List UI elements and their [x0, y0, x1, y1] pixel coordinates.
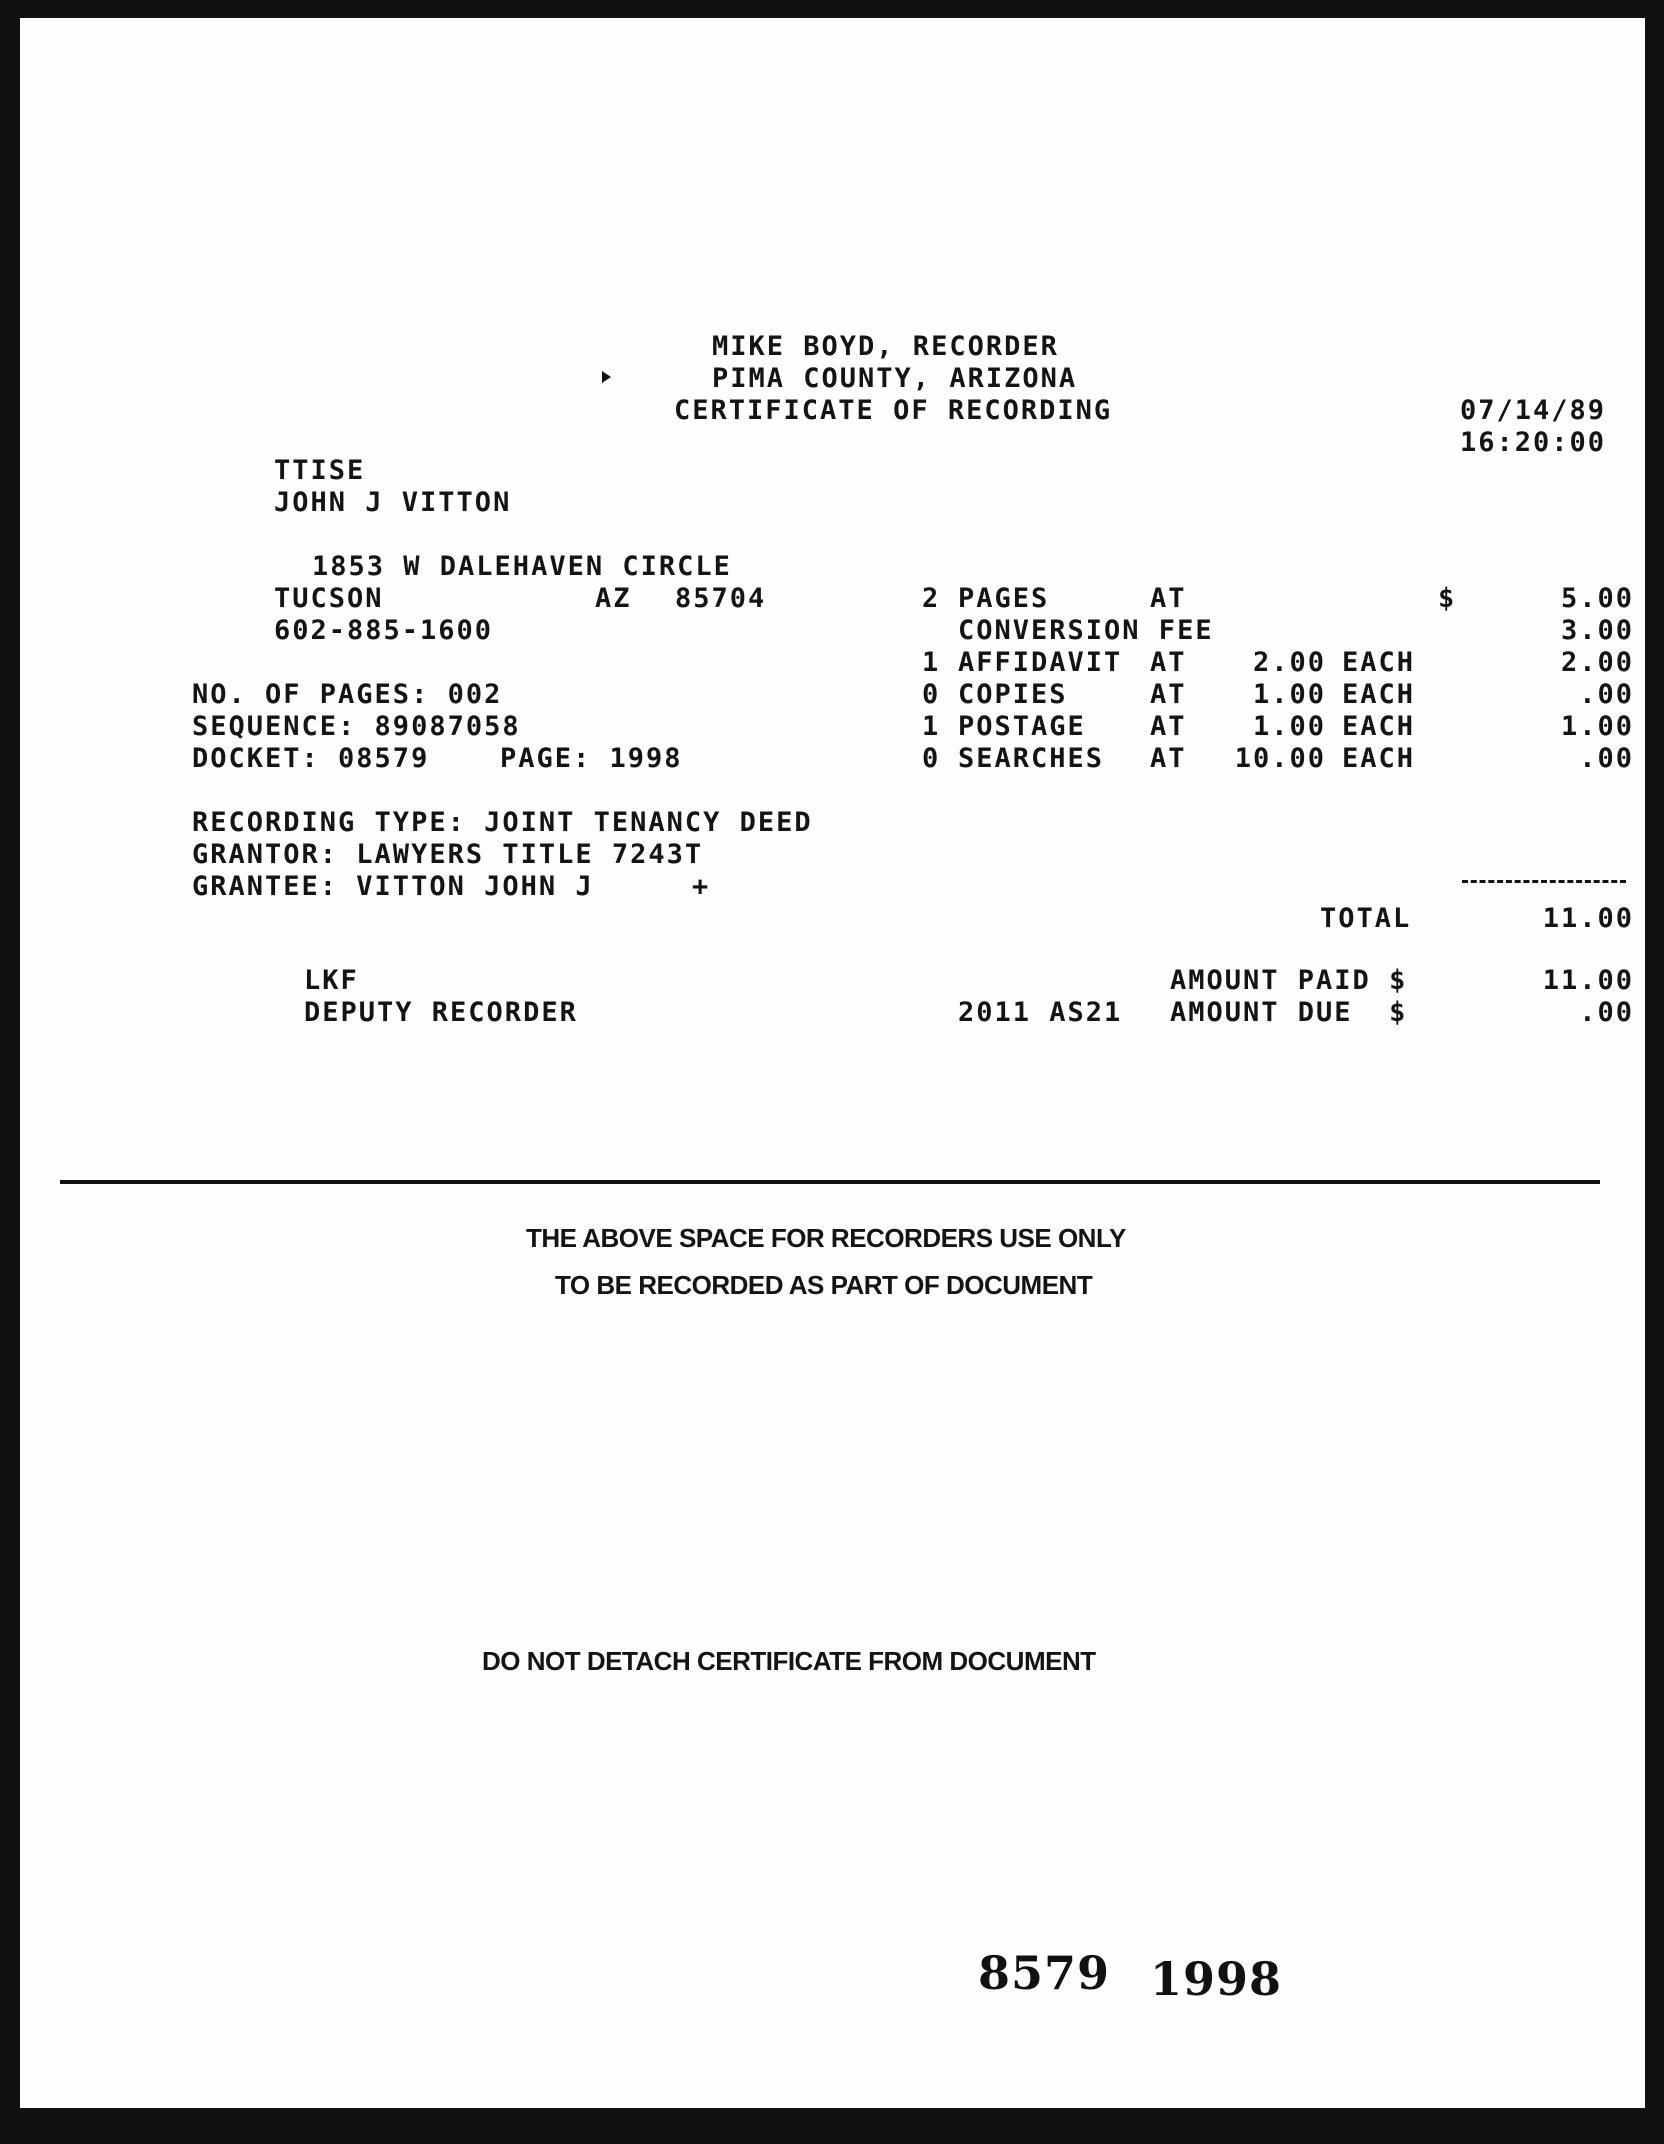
- fee-amount: 3.00: [1560, 615, 1634, 646]
- addressee-state: AZ: [595, 583, 632, 614]
- amount-due-label: AMOUNT DUE $: [1170, 997, 1408, 1028]
- fee-rate: 10.00: [1234, 743, 1326, 774]
- fee-rate: 1.00: [1252, 711, 1326, 742]
- fee-at: AT: [1150, 647, 1187, 678]
- fee-amount: 2.00: [1560, 647, 1634, 678]
- number-of-pages: NO. OF PAGES: 002: [192, 679, 503, 710]
- amount-paid: 11.00: [1542, 965, 1634, 996]
- recorder-space-notice: THE ABOVE SPACE FOR RECORDERS USE ONLY: [526, 1223, 1126, 1253]
- grantee-mark: +: [692, 871, 711, 902]
- fee-currency-symbol: $: [1438, 583, 1457, 614]
- total-label: TOTAL: [1320, 903, 1412, 934]
- recorder-name: MIKE BOYD, RECORDER: [712, 331, 1059, 362]
- do-not-detach-notice: DO NOT DETACH CERTIFICATE FROM DOCUMENT: [482, 1646, 1096, 1676]
- fee-at: AT: [1150, 679, 1187, 710]
- grantor: GRANTOR: LAWYERS TITLE 7243T: [192, 839, 704, 870]
- addressee-name: JOHN J VITTON: [274, 487, 512, 518]
- stamped-page-number: 1998: [1150, 1952, 1283, 2006]
- addressee-zip: 85704: [675, 583, 767, 614]
- bullet-marker-icon: [602, 371, 611, 383]
- fee-qty: 1: [922, 647, 941, 678]
- docket-number: DOCKET: 08579: [192, 743, 430, 774]
- stamped-docket-number: 8579: [978, 1946, 1111, 2000]
- addressee-city: TUCSON: [274, 583, 384, 614]
- fee-desc: CONVERSION FEE: [958, 615, 1214, 646]
- fee-amount: .00: [1579, 679, 1634, 710]
- certificate-page: [20, 18, 1645, 2108]
- deputy-title: DEPUTY RECORDER: [304, 997, 578, 1028]
- fee-amount: .00: [1579, 743, 1634, 774]
- deputy-initials: LKF: [304, 965, 359, 996]
- fee-at: AT: [1150, 743, 1187, 774]
- amount-due: .00: [1579, 997, 1634, 1028]
- amount-paid-label: AMOUNT PAID $: [1170, 965, 1408, 996]
- fee-each: EACH: [1342, 679, 1416, 710]
- addressee-line1: TTISE: [274, 455, 366, 486]
- fee-at: AT: [1150, 583, 1187, 614]
- addressee-street: 1853 W DALEHAVEN CIRCLE: [312, 551, 732, 582]
- fee-rate: 2.00: [1252, 647, 1326, 678]
- receipt-code: 2011 AS21: [958, 997, 1123, 1028]
- fee-qty: 2: [922, 583, 941, 614]
- fee-qty: 0: [922, 679, 941, 710]
- page-number: PAGE: 1998: [500, 743, 683, 774]
- fee-desc: COPIES: [958, 679, 1068, 710]
- record-date: 07/14/89: [1460, 395, 1607, 426]
- record-time: 16:20:00: [1460, 427, 1607, 458]
- fee-amount: 1.00: [1560, 711, 1634, 742]
- fee-each: EACH: [1342, 711, 1416, 742]
- fee-rate: 1.00: [1252, 679, 1326, 710]
- fee-desc: POSTAGE: [958, 711, 1086, 742]
- grantee: GRANTEE: VITTON JOHN J: [192, 871, 594, 902]
- fee-desc: PAGES: [958, 583, 1050, 614]
- record-as-part-notice: TO BE RECORDED AS PART OF DOCUMENT: [555, 1270, 1093, 1300]
- county-state: PIMA COUNTY, ARIZONA: [712, 363, 1078, 394]
- fee-qty: 0: [922, 743, 941, 774]
- sequence-number: SEQUENCE: 89087058: [192, 711, 521, 742]
- total-separator: [1462, 880, 1626, 883]
- fee-each: EACH: [1342, 647, 1416, 678]
- fee-amount: 5.00: [1560, 583, 1634, 614]
- addressee-phone: 602-885-1600: [274, 615, 494, 646]
- total-amount: 11.00: [1542, 903, 1634, 934]
- recorder-space-divider: [60, 1180, 1600, 1184]
- fee-qty: 1: [922, 711, 941, 742]
- fee-desc: AFFIDAVIT: [958, 647, 1123, 678]
- certificate-title: CERTIFICATE OF RECORDING: [674, 395, 1113, 426]
- recording-type: RECORDING TYPE: JOINT TENANCY DEED: [192, 807, 813, 838]
- fee-at: AT: [1150, 711, 1187, 742]
- fee-desc: SEARCHES: [958, 743, 1105, 774]
- fee-each: EACH: [1342, 743, 1416, 774]
